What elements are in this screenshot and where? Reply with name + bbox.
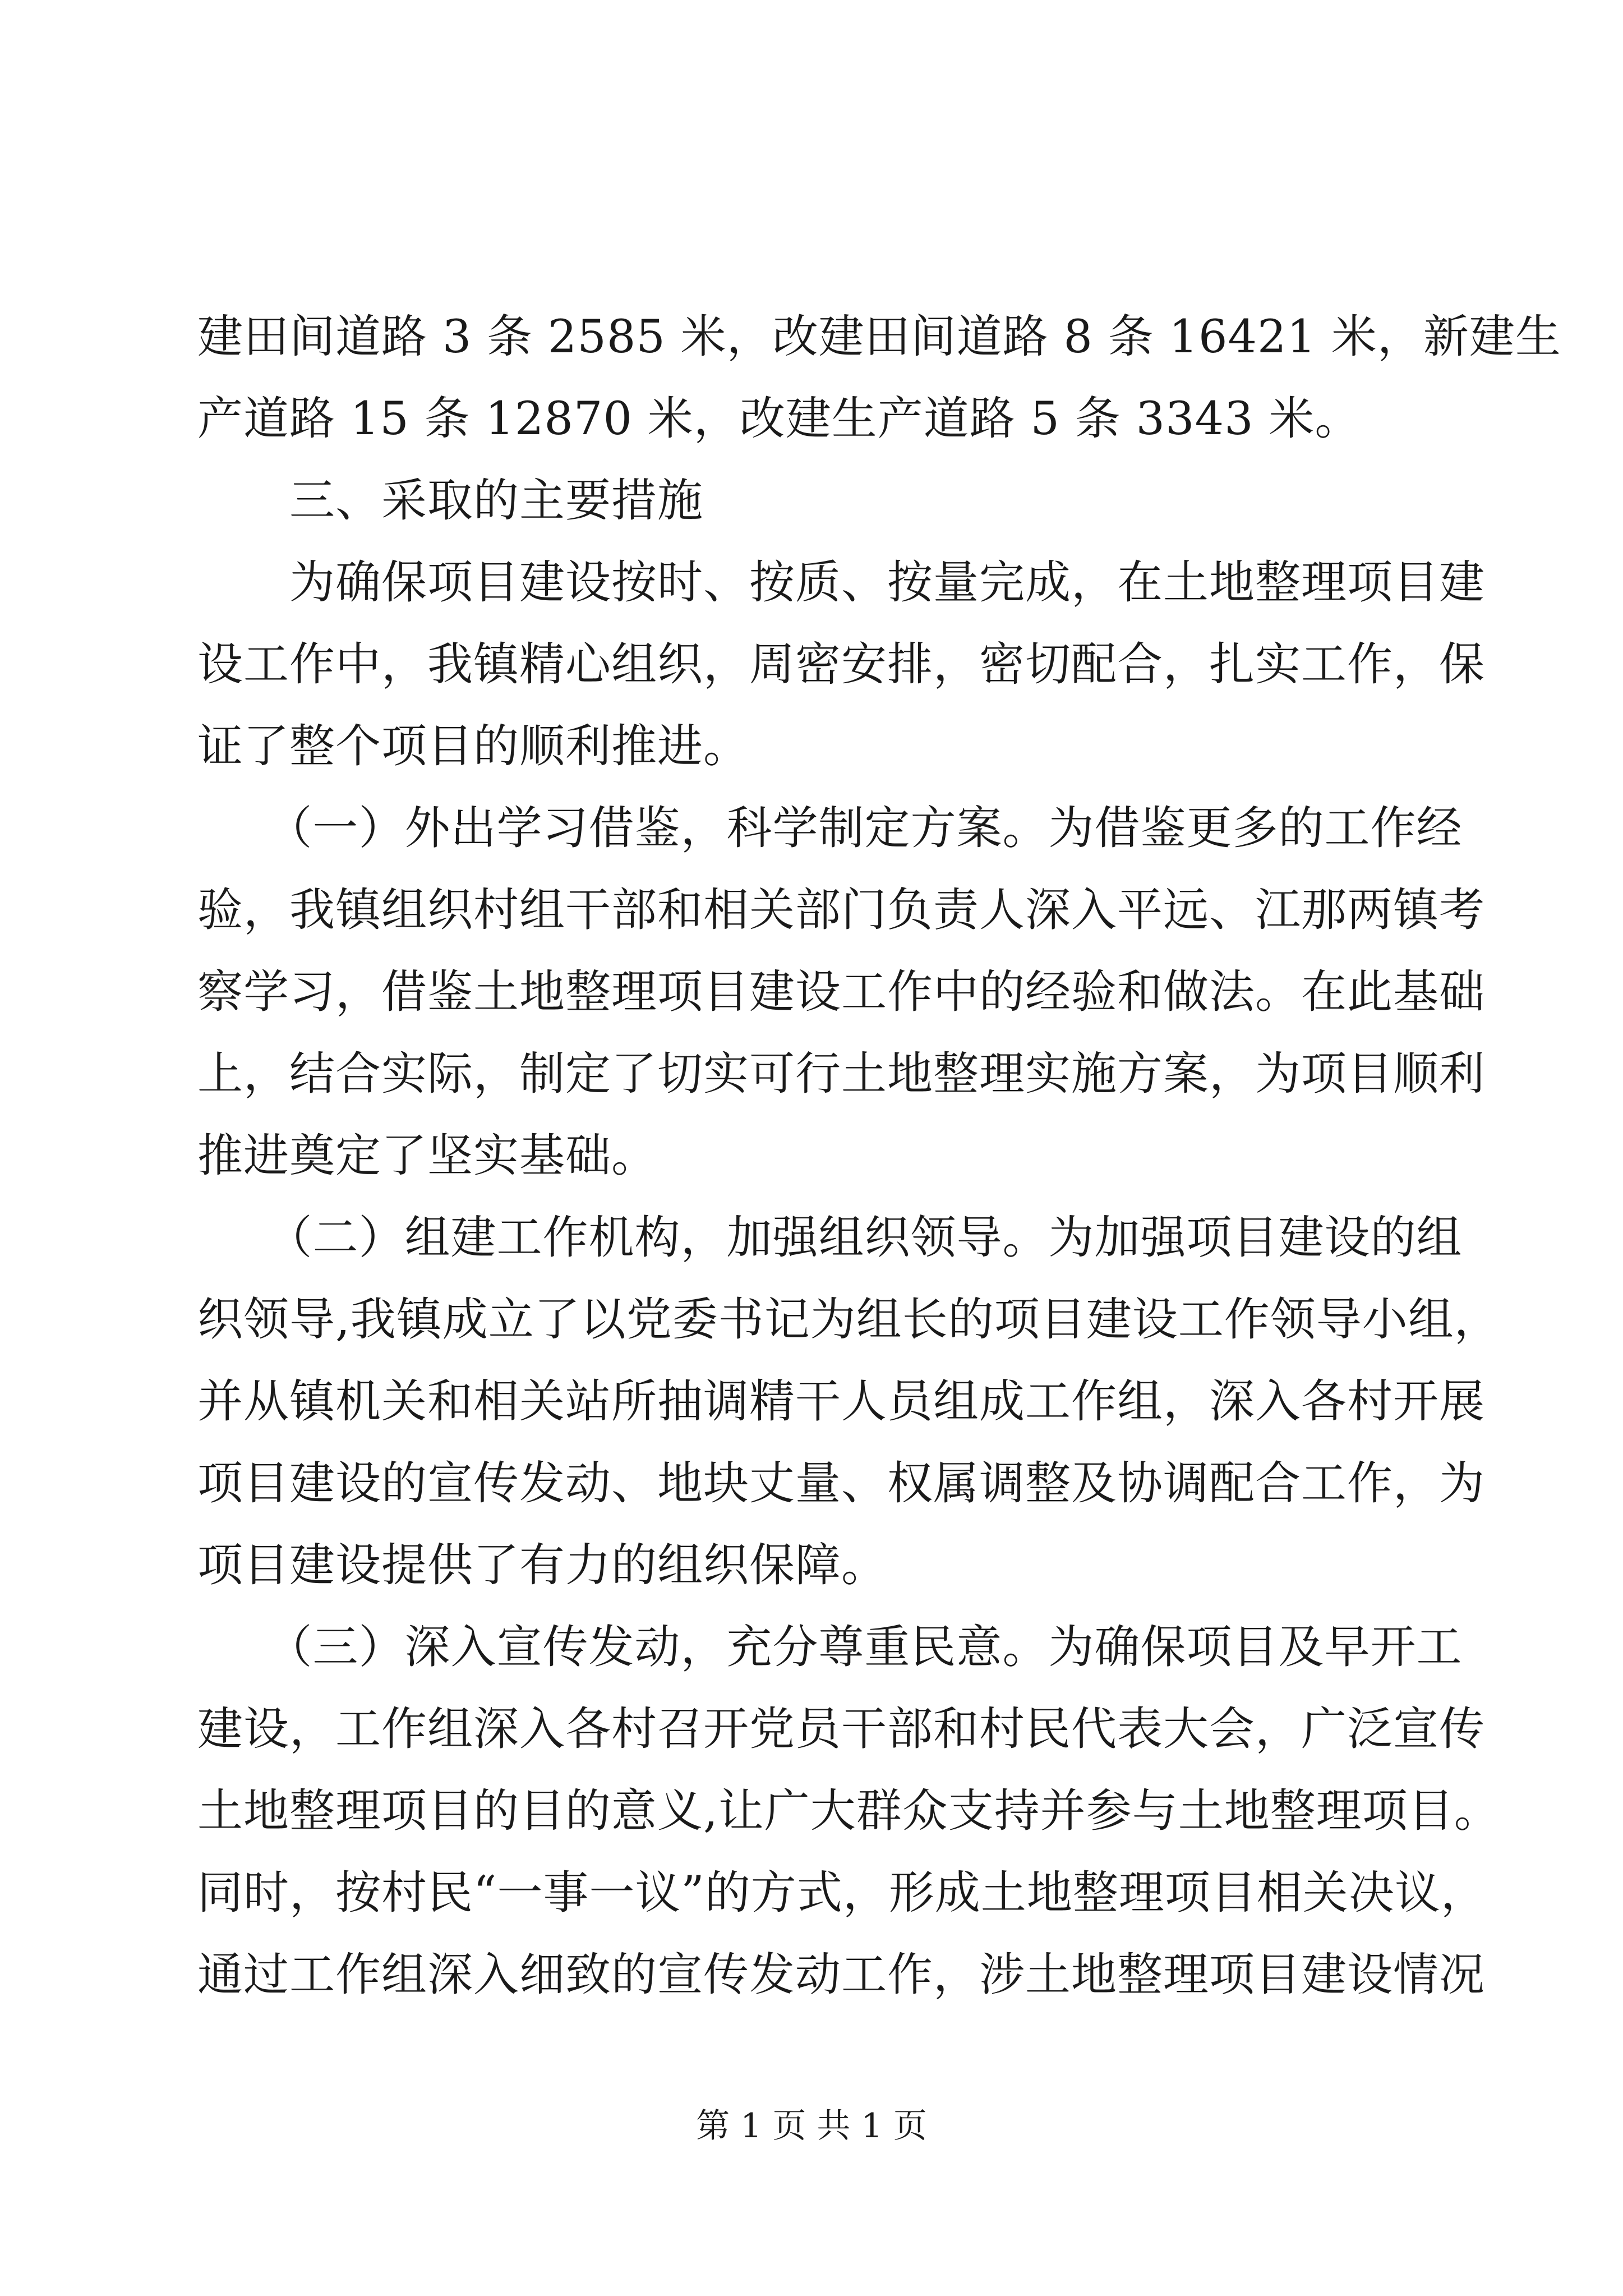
text-line: 建田间道路 3 条 2585 米，改建田间道路 8 条 16421 米，新建生 <box>197 311 1561 364</box>
text-line: 证了整个项目的顺利推进。 <box>197 720 750 773</box>
text-line: 并从镇机关和相关站所抽调精干人员组成工作组，深入各村开展 <box>197 1375 1486 1428</box>
text-line: 推进奠定了坚实基础。 <box>197 1130 658 1182</box>
text-line: （三）深入宣传发动，充分尊重民意。为确保项目及早开工 <box>197 1621 1463 1674</box>
text-line: 建设，工作组深入各村召开党员干部和村民代表大会，广泛宣传 <box>197 1703 1486 1756</box>
text-line: 设工作中，我镇精心组织，周密安排，密切配合，扎实工作，保 <box>197 638 1486 691</box>
text-line: 同时，按村民“一事一议”的方式，形成土地整理项目相关决议， <box>197 1867 1487 1920</box>
page-footer: 第 1 页 共 1 页 <box>696 2106 927 2146</box>
text-line: 项目建设提供了有力的组织保障。 <box>197 1539 888 1592</box>
text-line: 上，结合实际，制定了切实可行土地整理实施方案，为项目顺利 <box>197 1048 1486 1101</box>
text-line: （二）组建工作机构，加强组织领导。为加强项目建设的组 <box>197 1212 1463 1264</box>
text-line: 项目建设的宣传发动、地块丈量、权属调整及协调配合工作，为 <box>197 1457 1486 1510</box>
text-line: 为确保项目建设按时、按质、按量完成，在土地整理项目建 <box>197 556 1486 609</box>
text-line: 织领导,我镇成立了以党委书记为组长的项目建设工作领导小组， <box>197 1294 1500 1346</box>
text-line: 验，我镇组织村组干部和相关部门负责人深入平远、江那两镇考 <box>197 884 1486 937</box>
text-line: 土地整理项目的目的意义,让广大群众支持并参与土地整理项目。 <box>197 1785 1500 1838</box>
text-line: 察学习，借鉴土地整理项目建设工作中的经验和做法。在此基础 <box>197 966 1486 1019</box>
body-text <box>197 296 1561 2016</box>
text-line: 产道路 15 条 12870 米，改建生产道路 5 条 3343 米。 <box>197 393 1361 445</box>
text-line: （一）外出学习借鉴，科学制定方案。为借鉴更多的工作经 <box>197 802 1463 855</box>
section-heading: 三、采取的主要措施 <box>197 475 704 527</box>
text-line: 通过工作组深入细致的宣传发动工作，涉土地整理项目建设情况 <box>197 1949 1486 2001</box>
